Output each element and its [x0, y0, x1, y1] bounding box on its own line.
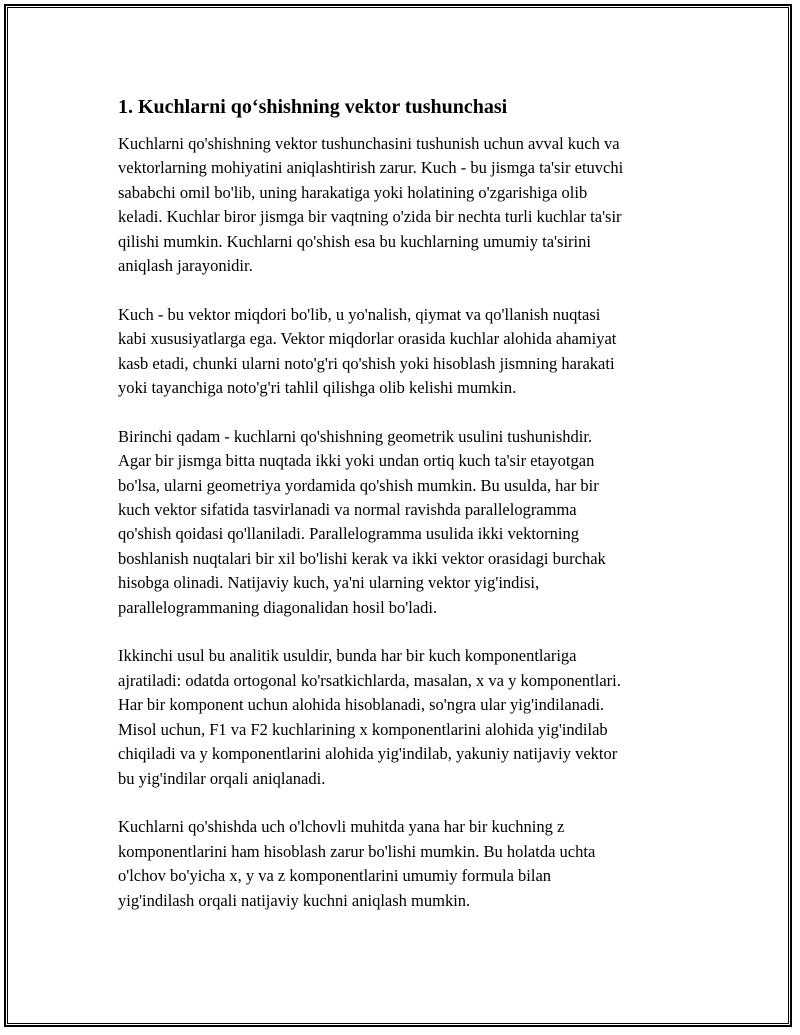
text-line: hisobga olinadi. Natijaviy kuch, ya'ni ularning vektor yig'indisi,: [118, 573, 540, 593]
text-line: bo'lsa, ularni geometriya yordamida qo'shish mumkin. Bu usulda, har bir: [118, 475, 599, 495]
text-line: yoki tayanchiga noto'g'ri tahlil qilishga olib kelishi mumkin.: [118, 378, 517, 398]
document-body: [118, 93, 688, 937]
text-line: ajratiladi: odatda ortogonal ko'rsatkichlarda, masalan, x va y komponentlari.: [118, 670, 621, 690]
text-line: parallelogrammaning diagonalidan hosil bo'ladi.: [118, 597, 438, 617]
text-line: Birinchi qadam - kuchlarni qo'shishning geometrik usulini tushunishdir.: [118, 426, 593, 446]
paragraph-5: [118, 815, 688, 913]
text-line: Ikkinchi usul bu analitik usuldir, bunda har bir kuch komponentlariga: [118, 646, 577, 666]
text-line: chiqiladi va y komponentlarini alohida yig'indilab, yakuniy natijaviy vektor: [118, 744, 618, 764]
text-line: sababchi omil bo'lib, uning harakatiga yoki holatining o'zgarishiga olib: [118, 182, 588, 202]
text-line: aniqlash jarayonidir.: [118, 256, 253, 276]
paragraph-1: [118, 132, 688, 278]
section-heading: 1. Kuchlarni qo‘shishning vektor tushunchasi: [118, 96, 508, 118]
text-line: o'lchov bo'yicha x, y va z komponentlarini umumiy formula bilan: [118, 866, 552, 886]
text-line: boshlanish nuqtalari bir xil bo'lishi kerak va ikki vektor orasidagi burchak: [118, 548, 606, 568]
text-line: kasb etadi, chunki ularni noto'g'ri qo'shish yoki hisoblash jismning harakati: [118, 353, 615, 373]
text-line: komponentlarini ham hisoblash zarur bo'lishi mumkin. Bu holatda uchta: [118, 841, 596, 861]
paragraph-2: [118, 303, 688, 401]
text-line: Kuch - bu vektor miqdori bo'lib, u yo'nalish, qiymat va qo'llanish nuqtasi: [118, 304, 601, 324]
paragraph-4: [118, 644, 688, 790]
text-line: kuch vektor sifatida tasvirlanadi va normal ravishda parallelogramma: [118, 500, 577, 520]
text-line: Agar bir jismga bitta nuqtada ikki yoki undan ortiq kuch ta'sir etayotgan: [118, 451, 595, 471]
text-line: keladi. Kuchlar biror jismga bir vaqtning o'zida bir nechta turli kuchlar ta'sir: [118, 207, 622, 227]
text-line: Kuchlarni qo'shishning vektor tushunchasini tushunish uchun avval kuch va: [118, 134, 620, 153]
text-line: Misol uchun, F1 va F2 kuchlarining x komponentlarini alohida yig'indilab: [118, 719, 608, 739]
text-line: qilishi mumkin. Kuchlarni qo'shish esa bu kuchlarning umumiy ta'sirini: [118, 231, 591, 251]
text-line: bu yig'indilar orqali aniqlanadi.: [118, 768, 326, 788]
text-line: Kuchlarni qo'shishda uch o'lchovli muhitda yana har bir kuchning z: [118, 817, 565, 837]
paragraph-3: [118, 425, 688, 620]
text-line: vektorlarning mohiyatini aniqlashtirish zarur. Kuch - bu jismga ta'sir etuvchi: [118, 158, 624, 178]
text-line: qo'shish qoidasi qo'llaniladi. Parallelogramma usulida ikki vektorning: [118, 524, 580, 544]
text-line: yig'indilash orqali natijaviy kuchni aniqlash mumkin.: [118, 890, 471, 910]
text-line: kabi xususiyatlarga ega. Vektor miqdorlar orasida kuchlar alohida ahamiyat: [118, 329, 617, 349]
text-line: Har bir komponent uchun alohida hisoblanadi, so'ngra ular yig'indilanadi.: [118, 695, 605, 715]
